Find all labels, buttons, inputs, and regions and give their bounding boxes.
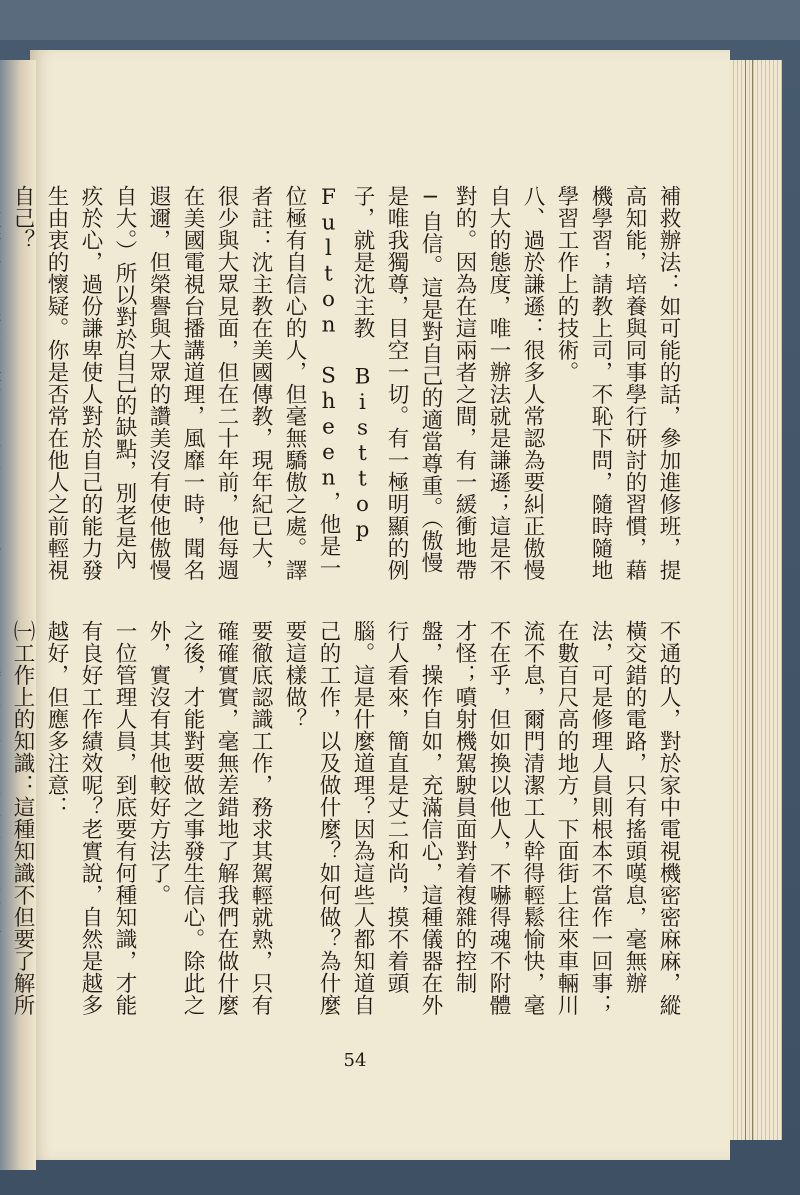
paragraph [0,185,5,585]
paragraph: 不通的人，對於家中電視機密密麻麻，縱橫交錯的電路，只有搖頭嘆息，毫無辦法，可是修理人員則根本不當作一回事；在數百尺高的地方，下面街上往來車輛川流不息，爾門清潔工人幹得輕鬆愉快，毫不在乎，但如換以他人，不嚇得魂不附體才怪；噴射機駕駛員面對着複雜的控制盤，操作自如，充滿信心，這種儀器在外行人看來，簡直是丈二和尚，摸不着頭腦。這是什麼道理？因為這些人都知道自己的工作，以及做什麼？如何做？為什麼要這樣做？ [282,620,681,1016]
paragraph: 一位管理人員，到底要有何種知識，才能有良好工作績效呢？老實說，自然是越多越好，但應多注意： [44,620,137,1016]
top-text-block [10,185,685,585]
bottom-text-block [10,620,685,1035]
page-edge-line [745,60,746,1140]
paragraph: 補救辦法：如可能的話，參加進修班，提高知能，培養與同事學行研討的習慣，藉機學習；請教上司，不恥下問，隨時隨地學習工作上的技術。 [554,185,681,581]
paragraph: 要徹底認識工作，務求其駕輕就熟，只有確確實實，毫無差錯地了解我們在做什麼之後，才能對要做之事發生信心。除此之外，實沒有其他較好方法了。 [146,620,273,1016]
page-edge-line [752,60,753,1140]
paragraph: 八、過於謙遜：很多人常認為要糾正傲慢自大的態度，唯一辦法就是謙遜；這是不對的。因為在這兩者之間，有一緩衝地帶─自信。這是對自己的適當尊重。（傲慢是唯我獨尊，目空一切。有一極明顯的例子，就是沈主教 Bisttop Fulton Sheen，他是一位極有自信心的人，但毫無驕傲之處。譯者註：沈主教在美國傳教，現年紀已大，很少與大眾見面，但在二十年前，他每週在美國電視台播講道理，風靡一時，聞名遐邇，但榮譽與大眾的讚美沒有使他傲慢自大。）所以對於自己的缺點，別老是內疚於心，過份謙卑使人對於自己的能力發生由衷的懷疑。你是否常在他人之前輕視自己？ [10,185,545,581]
page-number: 54 [343,1050,367,1071]
paragraph: ㈠工作上的知識：這種知識不但要了解所 [10,620,35,1016]
